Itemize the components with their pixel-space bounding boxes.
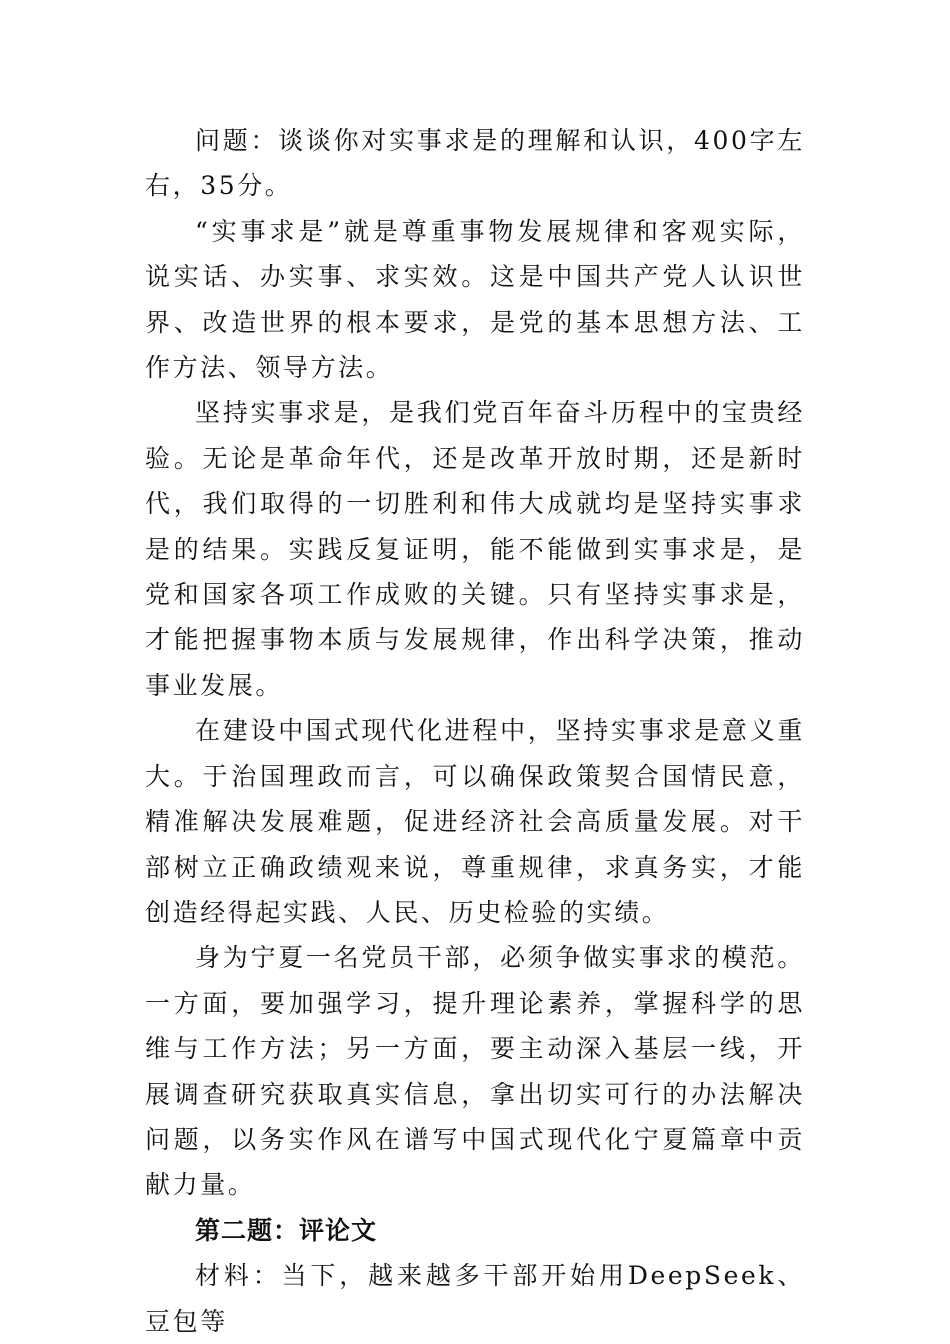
answer-paragraph-1: “实事求是”就是尊重事物发展规律和客观实际，说实话、办实事、求实效。这是中国共产党人认识世界、改造世界的根本要求，是党的基本思想方法、工作方法、领导方法。 [145, 216, 805, 383]
answer-paragraph-4: 身为宁夏一名党员干部，必须争做实事求的模范。一方面，要加强学习，提升理论素养，掌握科学的思维与工作方法；另一方面，要主动深入基层一线，开展调查研究获取真实信息，拿出切实可行的办法解决问题，以务实作风在谱写中国式现代化宁夏篇章中贡献力量。 [145, 943, 805, 1200]
material-paragraph: 材料：当下，越来越多干部开始用DeepSeek、豆包等 [145, 1261, 805, 1336]
document-page [145, 118, 805, 1344]
question-paragraph: 问题：谈谈你对实事求是的理解和认识，400字左右，35分。 [145, 126, 805, 201]
answer-paragraph-2: 坚持实事求是，是我们党百年奋斗历程中的宝贵经验。无论是革命年代，还是改革开放时期，还是新时代，我们取得的一切胜利和伟大成就均是坚持实事求是的结果。实践反复证明，能不能做到实事求是，是党和国家各项工作成败的关键。只有坚持实事求是，才能把握事物本质与发展规律，作出科学决策，推动事业发展。 [145, 398, 805, 700]
section-heading: 第二题：评论文 [195, 1215, 378, 1245]
answer-paragraph-3: 在建设中国式现代化进程中，坚持实事求是意义重大。于治国理政而言，可以确保政策契合国情民意，精准解决发展难题，促进经济社会高质量发展。对干部树立正确政绩观来说，尊重规律，求真务实，才能创造经得起实践、人民、历史检验的实绩。 [145, 716, 805, 927]
